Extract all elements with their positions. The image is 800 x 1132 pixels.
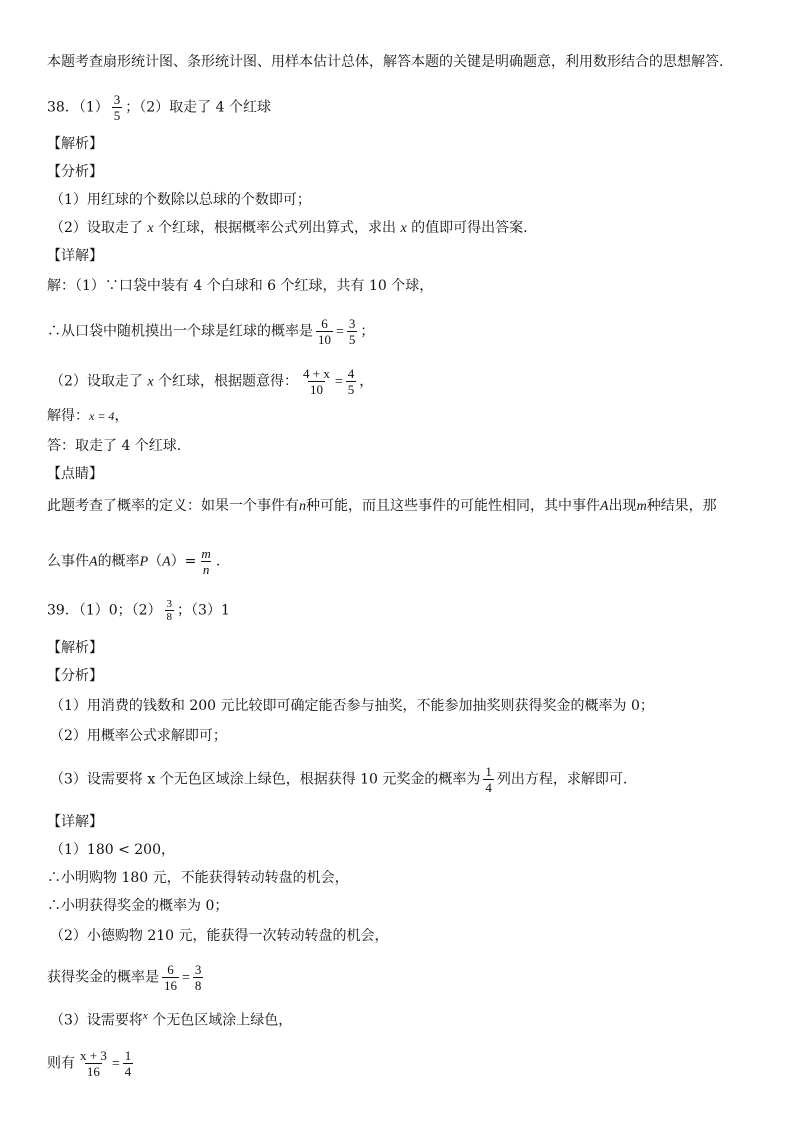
q39-jiexi-heading: 【解析】 bbox=[47, 640, 103, 656]
q38-point-2: 么事件A的概率P（A）= $\frac{m}{n}$ . bbox=[47, 546, 221, 577]
fraction: $\frac{3}{8}$ bbox=[194, 962, 202, 993]
q38-xiangjie-heading: 【详解】 bbox=[47, 248, 103, 264]
q38-detail-2: ∴从口袋中随机摸出一个球是红球的概率是 $\frac{6}{10}$ = $\frac{3}{5}$ ； bbox=[47, 316, 375, 347]
q38-answer1-fraction: $\frac{3}{5}$ bbox=[113, 92, 121, 123]
q39-analysis-2: （2）用概率公式求解即可； bbox=[50, 728, 227, 744]
q38-point-1: 此题考查了概率的定义：如果一个事件有n种可能，而且这些事件的可能性相同，其中事件A出现m种结果，那 bbox=[47, 498, 717, 514]
q38-detail-1: 解：（1）∵口袋中装有 4 个白球和 6 个红球，共有 10 个球， bbox=[47, 278, 434, 294]
q39-analysis-1: （1）用消费的钱数和 200 元比较即可确定能否参与抽奖，不能参加抽奖则获得奖金的概率为 0； bbox=[50, 698, 654, 714]
q38-detail-4: 解得：x = 4， bbox=[47, 408, 129, 424]
q39-xiangjie-heading: 【详解】 bbox=[47, 814, 103, 830]
fraction: $\frac{6}{10}$ bbox=[318, 316, 331, 347]
intro-conclusion: 本题考查扇形统计图、条形统计图、用样本估计总体，解答本题的关键是明确题意，利用数形结合的思想解答. bbox=[47, 54, 724, 70]
q39-detail-6: （3）设需要将$^x$ 个无色区域涂上绿色， bbox=[50, 1010, 293, 1029]
q39-detail-1: （1）180 < 200， bbox=[50, 842, 175, 858]
q39-detail-7: 则有 $\frac{x + 3}{16}$ = $\frac{1}{4}$ bbox=[47, 1048, 132, 1079]
q38-fenxi-heading: 【分析】 bbox=[47, 164, 103, 180]
q38-dianjing-heading: 【点睛】 bbox=[47, 466, 103, 482]
q39-fenxi-heading: 【分析】 bbox=[47, 668, 103, 684]
q38-analysis-2: （2）设取走了 x 个红球，根据概率公式列出算式，求出 x 的值即可得出答案. bbox=[50, 220, 528, 236]
fraction: $\frac{m}{n}$ bbox=[201, 546, 211, 577]
fraction: $\frac{6}{16}$ bbox=[164, 962, 177, 993]
q39-analysis-3: （3）设需要将 x 个无色区域涂上绿色，根据获得 10 元奖金的概率为 $\frac{1}{4}$ 列出方程，求解即可. bbox=[50, 764, 628, 795]
q38-detail-3: （2）设取走了 x 个红球，根据题意得： $\frac{4 + x}{10}$ = $\frac{4}{5}$ ， bbox=[50, 366, 374, 397]
fraction: $\frac{4 + x}{10}$ bbox=[303, 366, 330, 397]
q38-answer-line bbox=[47, 92, 271, 123]
q38-jiexi-heading: 【解析】 bbox=[47, 136, 103, 152]
q38-answer2: ；（2）取走了 4 个红球 bbox=[125, 99, 271, 116]
q39-detail-2: ∴小明购物 180 元，不能获得转动转盘的机会， bbox=[47, 870, 349, 886]
q39-answer-line: 39．（1）0；（2） $\frac{3}{8}$ ；（3）1 bbox=[47, 598, 230, 623]
fraction: $\frac{1}{4}$ bbox=[124, 1048, 132, 1079]
q38-analysis-1: （1）用红球的个数除以总球的个数即可； bbox=[50, 192, 311, 208]
fraction: $\frac{4}{5}$ bbox=[347, 366, 355, 397]
q38-number: 38．（1） bbox=[47, 99, 109, 116]
fraction: $\frac{x + 3}{16}$ bbox=[80, 1048, 107, 1079]
fraction: $\frac{1}{4}$ bbox=[485, 764, 492, 795]
fraction: $\frac{3}{5}$ bbox=[348, 316, 356, 347]
q38-detail-5: 答：取走了 4 个红球. bbox=[47, 438, 182, 454]
q39-answer2-fraction: $\frac{3}{8}$ bbox=[166, 598, 173, 623]
q39-detail-3: ∴小明获得奖金的概率为 0； bbox=[47, 898, 229, 914]
q39-number: 39．（1）0；（2） bbox=[47, 602, 162, 619]
q39-detail-5: 获得奖金的概率是 $\frac{6}{16}$ = $\frac{3}{8}$ bbox=[47, 962, 202, 993]
q39-detail-4: （2）小德购物 210 元，能获得一次转动转盘的机会， bbox=[50, 928, 389, 944]
